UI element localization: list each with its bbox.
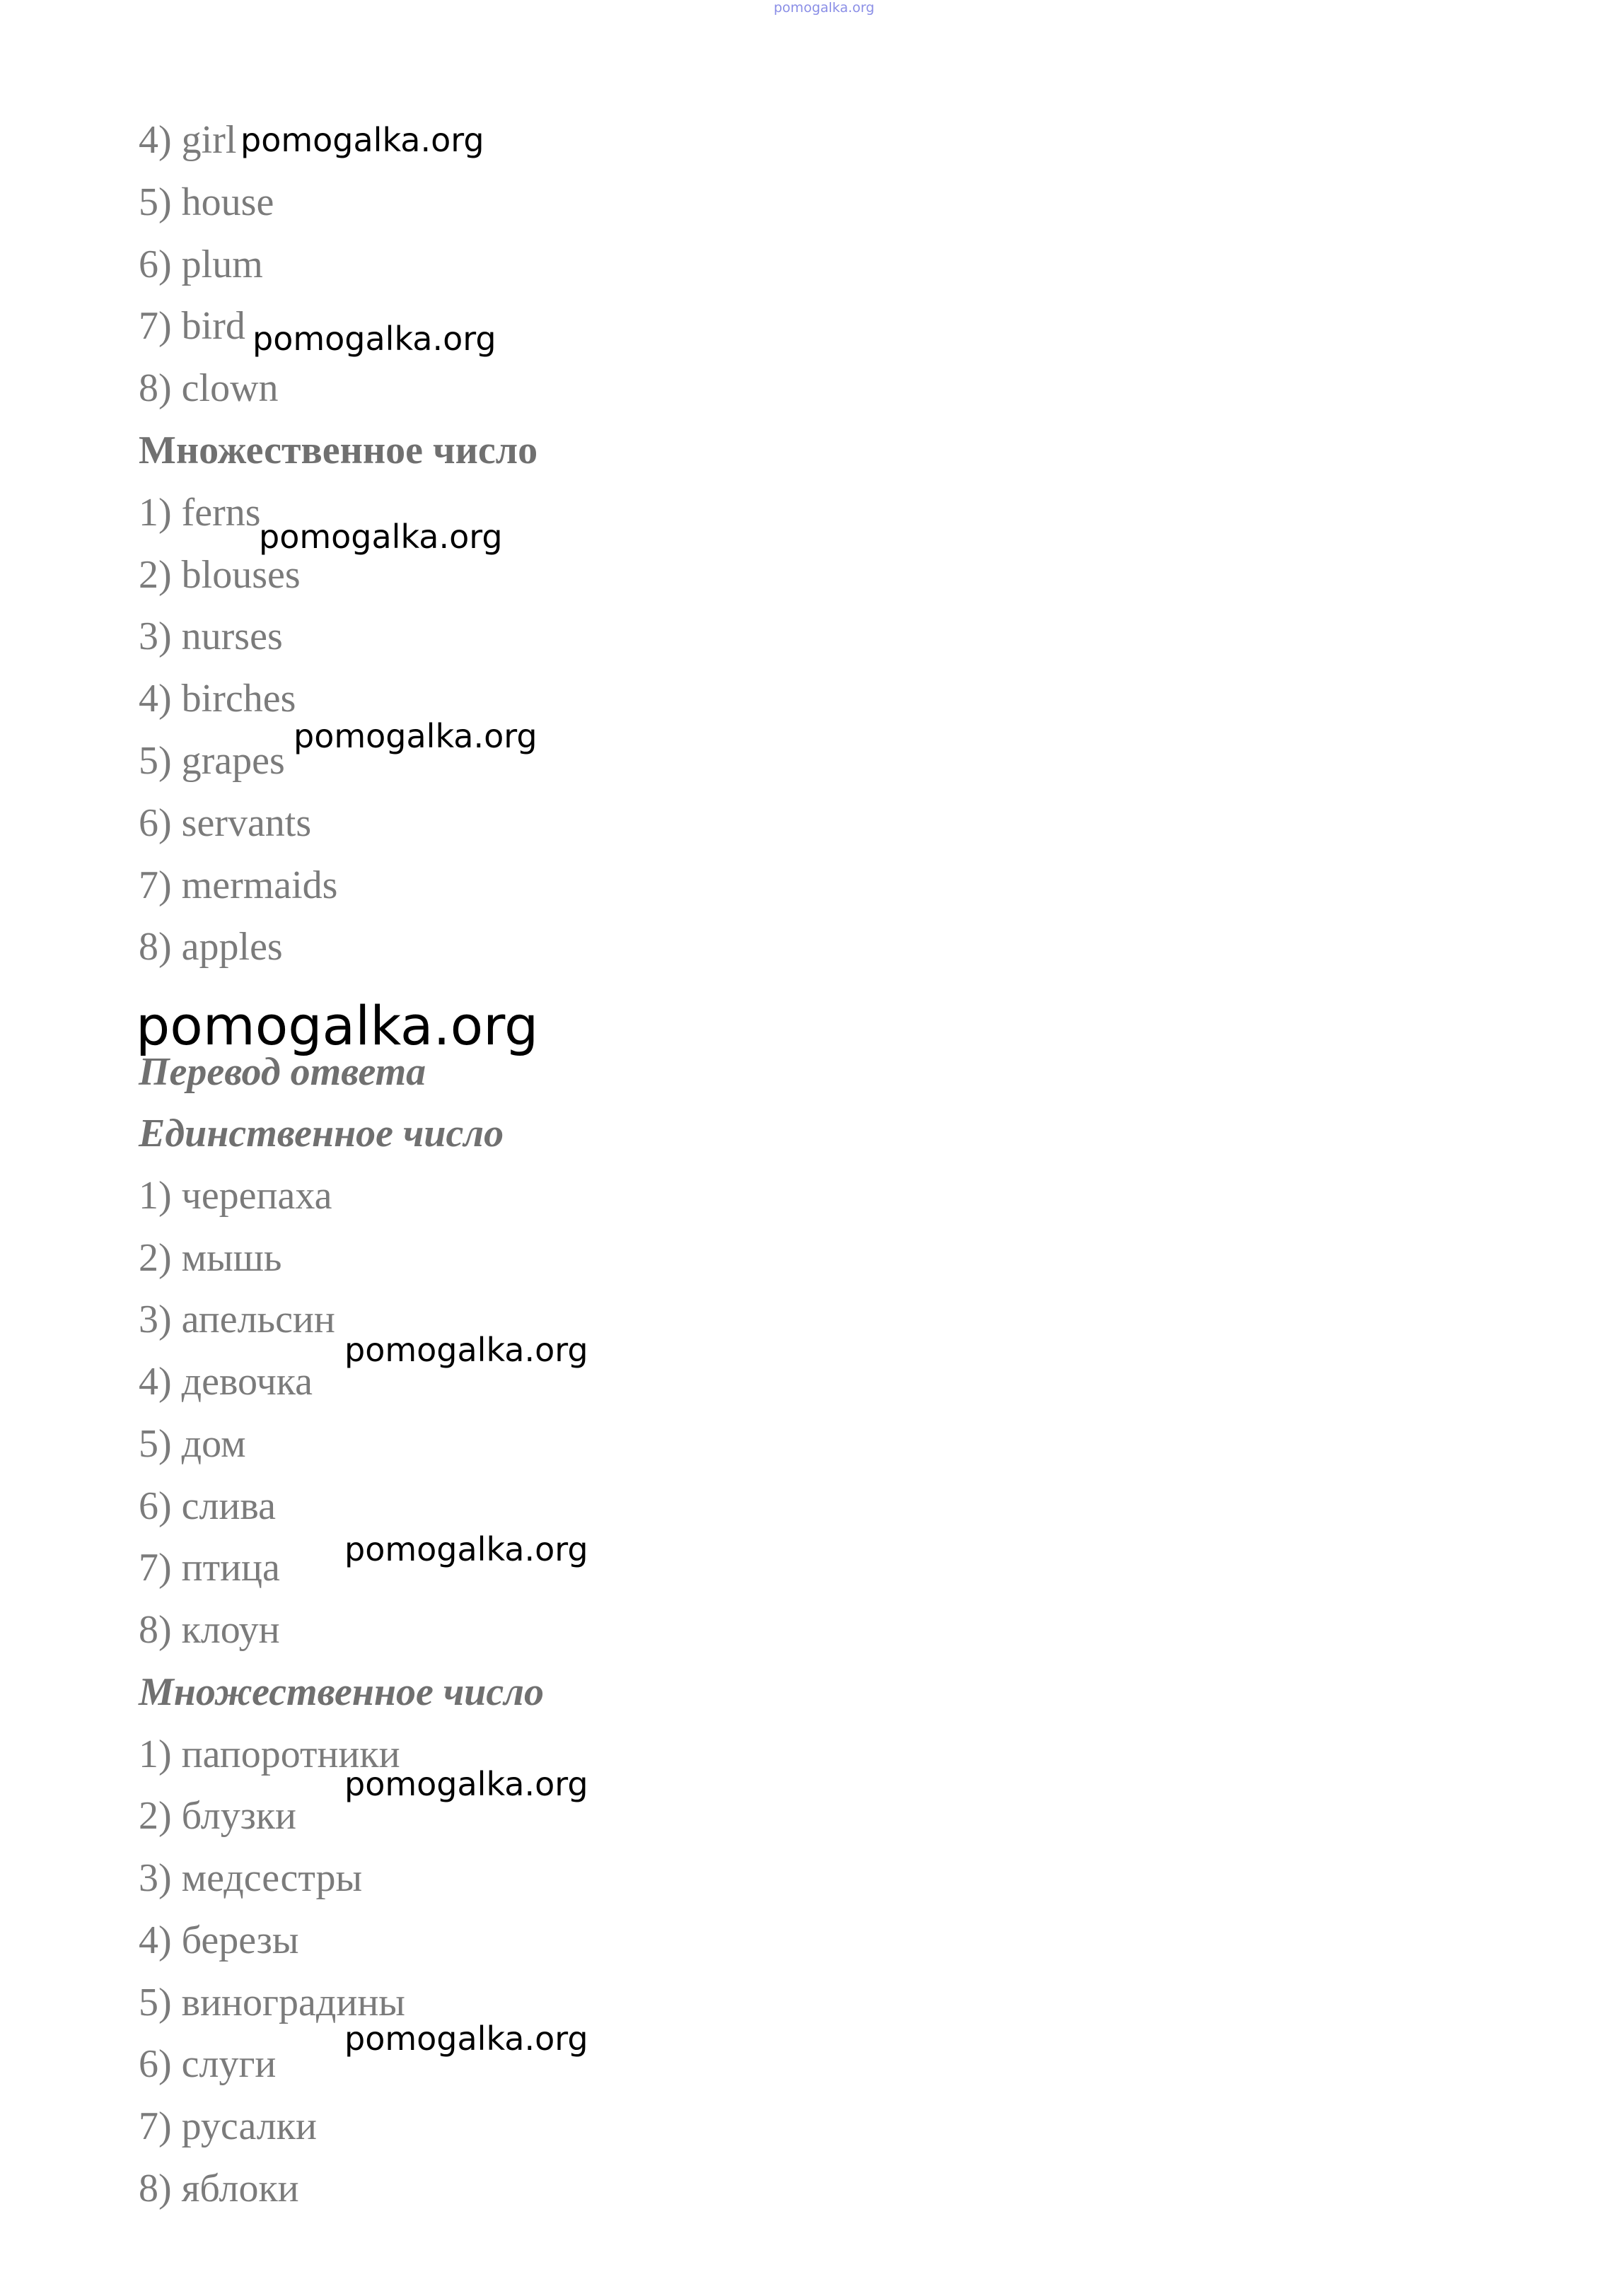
header-site-link[interactable]: pomogalka.org (774, 0, 875, 16)
list-item: 3) медсестры (139, 1856, 363, 1900)
list-item: 4) girl (139, 118, 237, 162)
watermark: pomogalka.org (294, 717, 538, 755)
section-heading-plural: Множественное число (139, 429, 538, 472)
list-item: 3) апельсин (139, 1298, 335, 1341)
list-item: 5) дом (139, 1422, 246, 1466)
list-item: 5) виноградины (139, 1981, 405, 2024)
watermark: pomogalka.org (344, 1765, 588, 1803)
watermark-large: pomogalka.org (136, 994, 539, 1057)
watermark: pomogalka.org (252, 320, 496, 358)
watermark: pomogalka.org (344, 1331, 588, 1369)
list-item: 8) клоун (139, 1608, 280, 1652)
list-item: 8) apples (139, 925, 283, 969)
list-item: 8) яблоки (139, 2167, 299, 2210)
list-item: 6) слива (139, 1484, 276, 1528)
list-item: 6) servants (139, 801, 312, 845)
section-heading-plural-translation: Множественное число (139, 1670, 544, 1714)
list-item: 5) grapes (139, 739, 285, 783)
list-item: 2) мышь (139, 1236, 282, 1280)
list-item: 6) слуги (139, 2042, 277, 2086)
watermark: pomogalka.org (344, 2020, 588, 2058)
watermark: pomogalka.org (344, 1530, 588, 1568)
list-item: 1) ferns (139, 491, 261, 535)
list-item: 8) clown (139, 366, 279, 410)
list-item: 3) nurses (139, 614, 283, 658)
list-item: 7) mermaids (139, 863, 338, 907)
section-heading-translation: Перевод ответа (139, 1050, 426, 1094)
watermark: pomogalka.org (259, 518, 503, 556)
list-item: 4) березы (139, 1918, 299, 1962)
list-item: 4) birches (139, 677, 296, 721)
list-item: 1) черепаха (139, 1174, 332, 1218)
list-item: 4) девочка (139, 1360, 313, 1404)
list-item: 2) blouses (139, 553, 301, 597)
list-item: 2) блузки (139, 1794, 296, 1838)
list-item: 7) bird (139, 304, 245, 348)
list-item: 5) house (139, 180, 274, 224)
list-item: 7) русалки (139, 2104, 317, 2148)
watermark: pomogalka.org (240, 121, 484, 159)
section-heading-singular: Единственное число (139, 1112, 504, 1155)
list-item: 6) plum (139, 243, 263, 286)
list-item: 7) птица (139, 1546, 280, 1590)
list-item: 1) папоротники (139, 1732, 400, 1776)
